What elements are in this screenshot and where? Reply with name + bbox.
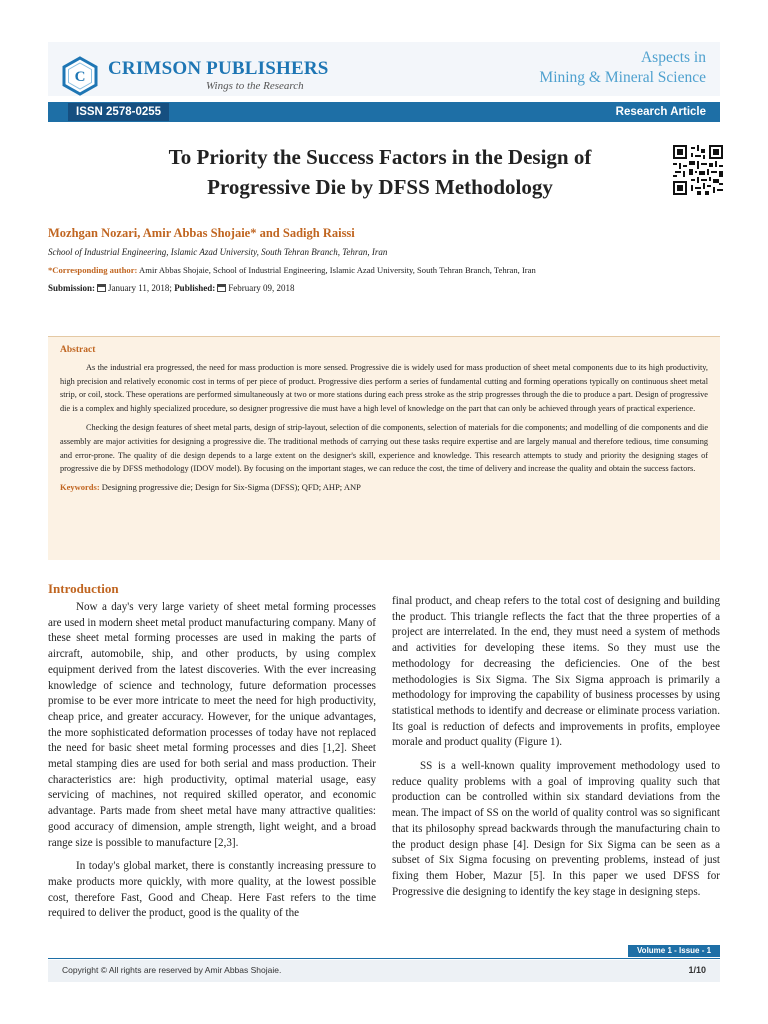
corresponding-author-text: Amir Abbas Shojaie, School of Industrial Engineering, Islamic Azad University, South Tehran Branch, Tehran, Iran [137, 265, 536, 275]
corresponding-author-label: *Corresponding author: [48, 265, 138, 275]
page-number: 1/10 [688, 965, 706, 975]
paper-title [60, 142, 700, 202]
abstract-heading: Abstract [60, 345, 96, 355]
calendar-icon [217, 284, 226, 292]
journal-name[interactable] [539, 48, 706, 88]
paper-title-line2: Progressive Die by DFSS Methodology [207, 175, 553, 199]
intro-paragraph-3: final product, and cheap refers to the total cost of designing and building the product. This triangle reflects the fact that the three properties of a project are interrelated. In the end, they must need a system of methods and activities for developing these items. So they must use the methodology for decreasing the deficiencies. One of the best methodologies is Six Sigma. The Six Sigma approach is primarily a methodology for improving the capability of business processes by using statistical methods to identify and decrease or eliminate process variation. Its goal is reduction of defects and improvements in profits, employee morale and product quality (Figure 1). [392, 595, 720, 749]
journal-name-line1: Aspects in [640, 49, 706, 66]
volume-issue-badge: Volume 1 - Issue - 1 [628, 945, 720, 957]
introduction-heading: Introduction [48, 581, 119, 596]
publisher-tagline: Wings to the Research [206, 80, 304, 92]
keywords [60, 482, 708, 492]
calendar-icon [97, 284, 106, 292]
logo-hexagon-icon [62, 56, 98, 96]
footer-line [48, 958, 720, 959]
keywords-label: Keywords: [60, 481, 100, 492]
right-column [392, 594, 720, 908]
authors: Mozhgan Nozari, Amir Abbas Shojaie* and Sadigh Raissi [48, 226, 355, 240]
corresponding-author [48, 265, 536, 275]
submission-label: Submission: [48, 283, 96, 293]
published-label: Published: [174, 283, 216, 293]
intro-paragraph-2: In today's global market, there is constantly increasing pressure to make products more quickly, with more quality, at the lowest possible cost, therefore Fast, Good and Cheap. Here Fast refers to the time required to deliver the product, good is the quality of the [48, 860, 376, 920]
affiliation: School of Industrial Engineering, Islamic Azad University, South Tehran Branch, Tehran, Iran [48, 247, 388, 257]
article-type: Research Article [615, 106, 706, 118]
abstract-box [48, 336, 720, 560]
left-column [48, 600, 376, 930]
abstract-paragraph-1: As the industrial era progressed, the need for mass production is more sensed. Progressive die is widely used for mass production of sheet metal components due to its high productivity, high precision and relatively economic cost in terms of per piece of product. Progressive dies perform a series of fundamental cutting and forming operations typically on continuous sheet metal strip, or coil, stock. These operations are performed simultaneously at two or more stations during each press stroke as the strip progresses through the die to produce a part. Design of progressive die is a complex and highly specialized procedure, so designer progressive die must have a high level of knowledge on the part that can only be achieved through years of practical experience. [60, 363, 708, 413]
journal-name-line2: Mining & Mineral Science [539, 69, 706, 86]
logo-letter: C [74, 69, 86, 85]
dates [48, 283, 294, 293]
published-date: February 09, 2018 [228, 283, 295, 293]
publisher-name[interactable]: CRIMSON PUBLISHERS [108, 58, 329, 79]
qr-code-icon[interactable] [673, 145, 723, 195]
paper-title-line1: To Priority the Success Factors in the Design of [168, 145, 592, 169]
keywords-text: Designing progressive die; Design for Six-Sigma (DFSS); QFD; AHP; ANP [99, 481, 361, 492]
intro-paragraph-4: SS is a well-known quality improvement methodology used to reduce quality problems with a goal of improving quality such that production can be controlled within six standard deviations from the mean. The impact of SS on the world of quality control was so significant that its philosophy spread backwards through the manufacturing chain to the product design phase [4]. Design for Six Sigma can be seen as a subset of Six Sigma focusing on preventing problems, instead of just fixing them Hober, Mazur [5]. In this paper we used DFSS for Progressive die designing to identify the key stage in designing steps. [392, 760, 720, 898]
issn-badge: ISSN 2578-0255 [68, 103, 169, 121]
intro-paragraph-1: Now a day's very large variety of sheet metal forming processes are used in modern sheet metal product manufacturing company. Many of these sheet metal forming processes are used in making the parts of aircraft, automobile, ship, and other products, by using complex equipment derived from the latest discoveries. With the ever increasing knowledge of science and technology, future deformation processes promise to be ever more intricate to meet the need for high productivity, cheap price, and greater accuracy. However, for the unique advantages, the more sophisticated deformation processes of today have not replaced the need for basic sheet metal forming processes and dies [1,2]. Sheet metal stamping dies are used for both serial and mass production. Their characteristics are: high productivity, optimal material usage, easy servicing of machines, not required skilled operator, and economic advantage. Parts made from sheet metal have many attractive qualities: good accuracy of dimension, ample strength, light weight, and a broad range size is possible to manufacture [2,3]. [48, 601, 376, 849]
copyright: Copyright © All rights are reserved by Amir Abbas Shojaie. [62, 965, 282, 975]
submission-date: January 11, 2018; [108, 283, 172, 293]
abstract-paragraph-2: Checking the design features of sheet metal parts, design of strip-layout, selection of die components, selection of materials for die components; and modelling of die components and die assembly are major activities for designing a progressive die. The traditional methods of carrying out these tasks require expertise and are largely manual and therefore tedious, time consuming and error-prone. The quality of die design depends to a large extent on the designer's skill, experience and knowledge. This research attempts to study and priority the designing stages of progressive die by DFSS methodology (IDOV model). By focusing on the important stages, we can reduce the cost, the time of delivery and increase the quality and obtain the success factors. [60, 423, 708, 474]
